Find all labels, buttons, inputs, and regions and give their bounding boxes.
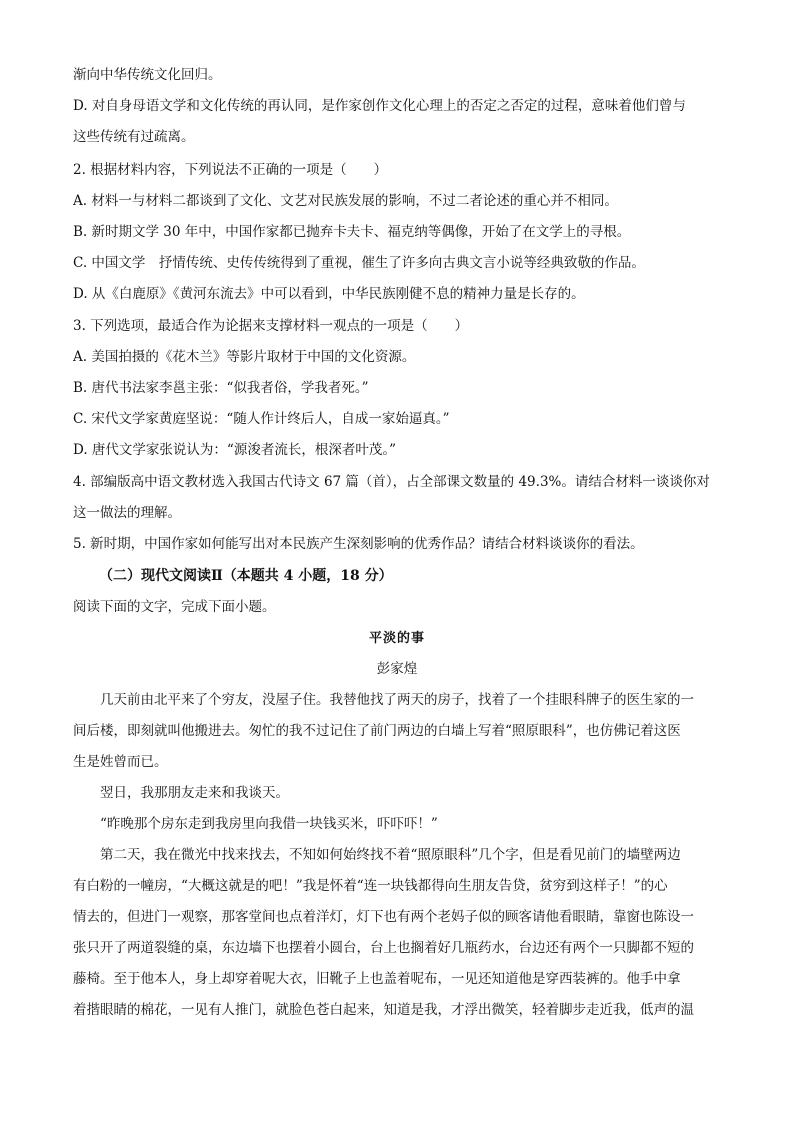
paragraph-line: 张只开了两道裂缝的桌，东边墙下也摆着小圆台，台上也搁着好几瓶药水，台边还有两个一只脚都不短的	[73, 940, 694, 956]
paragraph-line: 着揩眼睛的棉花，一见有人推门，就脸色苍白起来，知道是我，才浮出微笑，轻着脚步走近我，低声的温	[73, 1002, 694, 1018]
question-2	[73, 155, 721, 310]
text-line: 这些传统有过疏离。	[73, 129, 195, 145]
paragraph-line: 间后楼，即刻就叫他搬进去。匆忙的我不过记住了前门两边的白墙上写着“照原眼科”，也仿佛记着这医	[73, 723, 681, 739]
continuation-block	[73, 60, 721, 153]
article-heading	[73, 623, 721, 685]
paragraph-line: 第二天，我在微光中找来找去，不知如何始终找不着“照原眼科”几个字，但是看见前门的墙壁两边	[100, 847, 681, 863]
section-instruction: 阅读下面的文字，完成下面小题。	[73, 599, 276, 615]
section-title: （二）现代文阅读Ⅱ（本题共 4 小题，18 分）	[99, 568, 393, 584]
option-b: B. 唐代书法家李邕主张：“似我者俗，学我者死。”	[73, 380, 369, 396]
paragraph-line: 有白粉的一幢房，“大概这就是的吧！”我是怀着“连一块钱都得向生朋友告贷，贫穷到这样子！”的心	[73, 878, 668, 894]
paragraph-line: 生是姓曾而已。	[73, 754, 168, 770]
section-header	[73, 561, 721, 623]
paragraph-line: 情去的，但进门一观察，那客堂间也点着洋灯，灯下也有两个老妈子似的顾客请他看眼睛，靠窗也陈设一	[73, 909, 694, 925]
question-line: 这一做法的理解。	[73, 505, 181, 521]
option-c: C. 中国文学 抒情传统、史传传统得到了重视，催生了许多向古典文言小说等经典致敬的作品。	[73, 255, 645, 271]
question-line: 5. 新时期，中国作家如何能写出对本民族产生深刻影响的优秀作品？请结合材料谈谈你的看法。	[73, 536, 644, 552]
paragraph-line: 藤椅。至于他本人，身上却穿着呢大衣，旧靴子上也盖着呢布，一见还知道他是穿西装裤的。他手中拿	[73, 971, 681, 987]
option-c: C. 宋代文学家黄庭坚说：“随人作计终后人，自成一家始逼真。”	[73, 411, 450, 427]
article-author: 彭家煌	[376, 661, 418, 677]
option-d: D. 从《白鹿原》《黄河东流去》中可以看到，中华民族刚健不息的精神力量是长存的。	[73, 286, 585, 302]
text-line: 渐向中华传统文化回归。	[73, 67, 222, 83]
question-3	[73, 311, 721, 466]
option-d-line: D. 对自身母语文学和文化传统的再认同，是作家创作文化心理上的否定之否定的过程，意味着他们曾与	[73, 98, 686, 114]
article-body	[73, 685, 721, 1026]
option-d: D. 唐代文学家张说认为：“源浚者流长，根深者叶茂。”	[73, 442, 396, 458]
paragraph-line: 翌日，我那朋友走来和我谈天。	[100, 785, 289, 801]
option-a: A. 美国拍摄的《花木兰》等影片取材于中国的文化资源。	[73, 349, 416, 365]
question-stem: 2. 根据材料内容，下列说法不正确的一项是（ ）	[73, 162, 388, 178]
option-b: B. 新时期文学 30 年中，中国作家都已抛弃卡夫卡、福克纳等偶像，开始了在文学上的寻根。	[73, 224, 631, 240]
question-stem: 3. 下列选项，最适合作为论据来支撑材料一观点的一项是（ ）	[73, 318, 469, 334]
question-4	[73, 467, 721, 529]
option-a: A. 材料一与材料二都谈到了文化、文艺对民族发展的影响，不过二者论述的重心并不相同。	[73, 193, 618, 209]
question-line: 4. 部编版高中语文教材选入我国古代诗文 67 篇（首），占全部课文数量的 49.3%。请结合材料一谈谈你对	[73, 474, 710, 490]
paragraph-line: 几天前由北平来了个穷友，没屋子住。我替他找了两天的房子，找着了一个挂眼科牌子的医生家的一	[100, 692, 694, 708]
article-title: 平淡的事	[368, 631, 425, 646]
question-5	[73, 529, 721, 560]
paragraph-line: “昨晚那个房东走到我房里向我借一块钱买米，吓吓吓！”	[100, 816, 438, 832]
